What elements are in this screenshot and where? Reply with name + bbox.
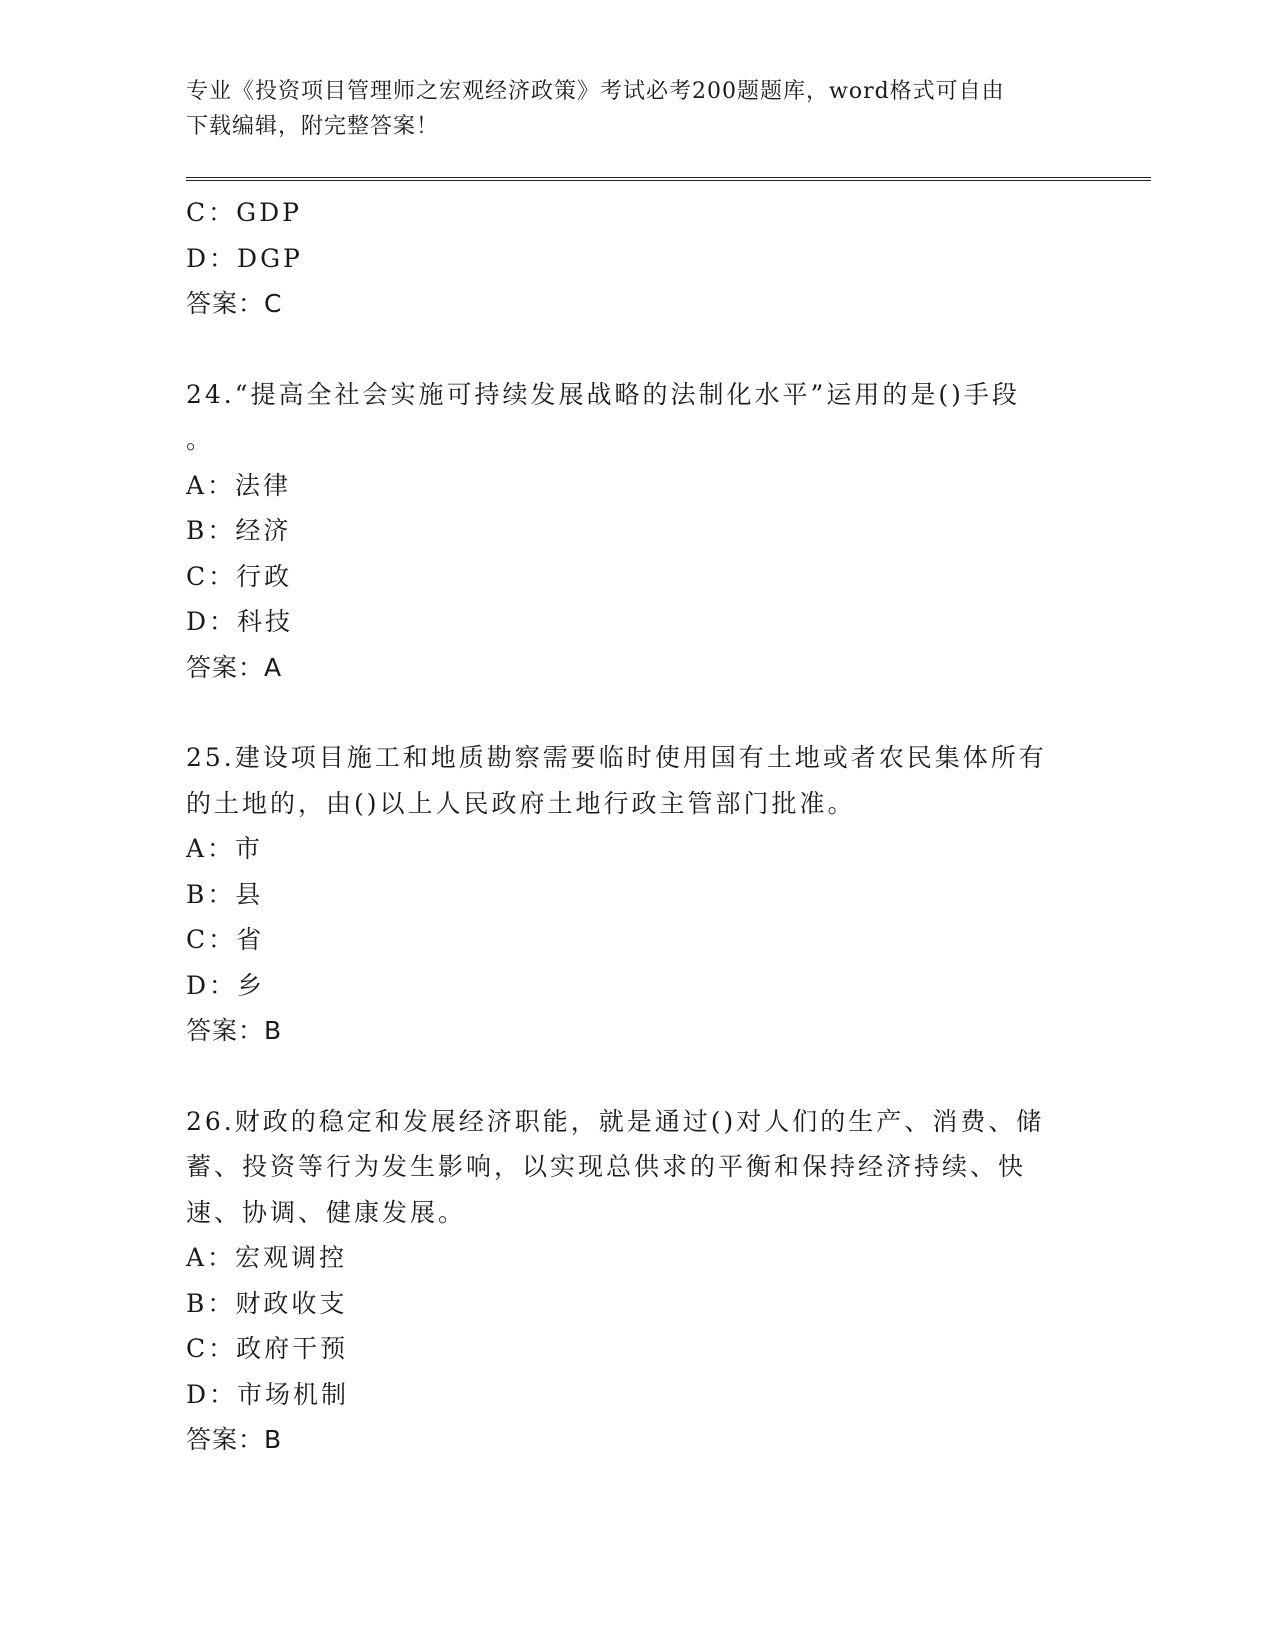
option-c: C：行政 xyxy=(186,561,293,591)
option-c: C：政府干预 xyxy=(186,1334,349,1363)
question-stem-line: 。 xyxy=(186,425,215,454)
option-c: C：GDP xyxy=(186,198,302,227)
option-a: A：市 xyxy=(186,834,264,863)
document-header xyxy=(186,74,1066,144)
question-stem-line: 蓄、投资等行为发生影响，以实现总供求的平衡和保持经济持续、快 xyxy=(186,1152,1027,1181)
question-24 xyxy=(186,372,1106,691)
answer-line: 答案：B xyxy=(186,1016,283,1045)
header-line-1: 专业《投资项目管理师之宏观经济政策》考试必考200题题库，word格式可自由 xyxy=(186,79,1005,104)
answer-line: 答案：B xyxy=(186,1425,283,1454)
option-b: B：财政收支 xyxy=(186,1288,348,1318)
answer-line: 答案：A xyxy=(186,652,283,682)
question-stem-line: 速、协调、健康发展。 xyxy=(186,1197,467,1227)
question-stem-line: 26.财政的稳定和发展经济职能，就是通过()对人们的生产、消费、储 xyxy=(186,1106,1045,1136)
option-b: B：经济 xyxy=(186,516,292,545)
answer-line: 答案：C xyxy=(186,289,283,318)
question-stem-line: 的土地的，由()以上人民政府土地行政主管部门批准。 xyxy=(186,788,856,818)
header-divider xyxy=(186,177,1151,181)
question-stem-line: 24.“提高全社会实施可持续发展战略的法制化水平”运用的是()手段 xyxy=(186,379,1020,409)
option-a: A：法律 xyxy=(186,470,292,500)
document-body xyxy=(186,190,1106,1508)
header-line-2: 下载编辑，附完整答案！ xyxy=(186,114,440,139)
option-d: D：市场机制 xyxy=(186,1379,350,1409)
option-a: A：宏观调控 xyxy=(186,1243,348,1272)
option-d: D：DGP xyxy=(186,243,303,273)
question-stem-line: 25.建设项目施工和地质勘察需要临时使用国有土地或者农民集体所有 xyxy=(186,743,1047,772)
option-d: D：科技 xyxy=(186,607,294,636)
option-d: D：乡 xyxy=(186,970,266,1000)
previous-question-tail xyxy=(186,190,1106,327)
question-25 xyxy=(186,735,1106,1054)
question-26 xyxy=(186,1099,1106,1463)
option-c: C：省 xyxy=(186,925,265,954)
option-b: B：县 xyxy=(186,879,264,909)
